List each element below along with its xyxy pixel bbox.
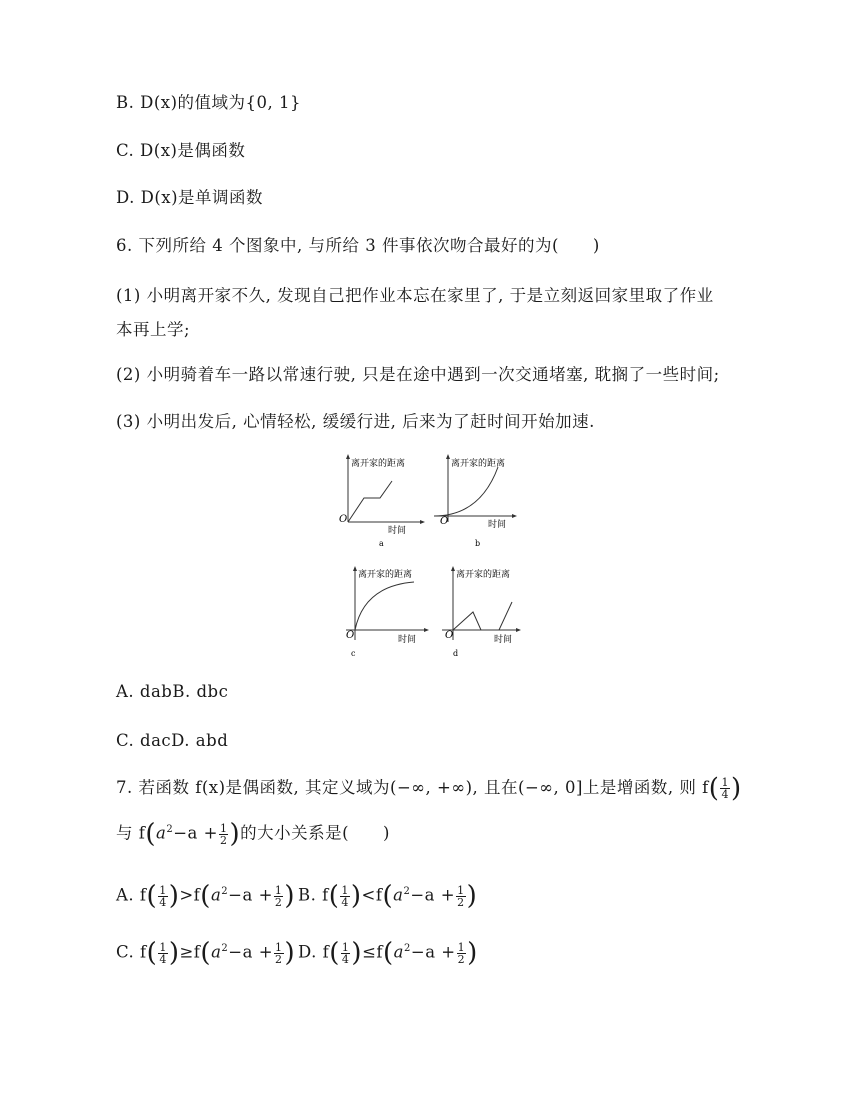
question-7-option-a: A. f( $\frac{1}{4}$ )$>f(a^2-a$ + $\frac{1}{2}$ ) — [116, 881, 296, 911]
graph-a-xlabel: 时间 — [388, 526, 407, 536]
graph-c-ylabel: 离开家的距离 — [358, 570, 413, 580]
paren-open: ( — [708, 773, 720, 804]
graph-c-xlabel: 时间 — [398, 635, 417, 645]
graph-a-origin: O — [339, 514, 348, 525]
question-7-text: 7. 若函数 f(x)是偶函数, 其定义域为(−∞, +∞), 且在(−∞, 0]上是增函数, 则 f — [116, 778, 709, 797]
fraction-half: $\frac{1}{2}$ — [219, 821, 228, 847]
question-7-option-b: B. f( $\frac{1}{4}$ )$<f(a^2-a$ + $\frac{1}{2}$ ) — [298, 881, 478, 911]
option-b-line: B. D(x)的值域为{0, 1} — [116, 93, 302, 112]
question-7-stem-line1 — [116, 773, 742, 804]
question-6-item-1b: 本再上学; — [116, 320, 191, 339]
graph-b — [430, 452, 520, 548]
question-6-options-ab: A. dabB. dbc — [116, 682, 229, 701]
question-7-option-c: C. f( $\frac{1}{4}$ )$\ge f(a^2-a$ + $\frac{1}{2}$ ) — [116, 938, 296, 968]
paren-close: ) — [730, 773, 742, 804]
question-7-option-d: D. f( $\frac{1}{4}$ )$\le f(a^2-a$ + $\frac{1}{2}$ ) — [298, 938, 478, 968]
graph-a-ylabel: 离开家的距离 — [351, 459, 406, 469]
question-6-item-3: (3) 小明出发后, 心情轻松, 缓缓行进, 后来为了赶时间开始加速. — [116, 412, 595, 431]
question-6-stem: 6. 下列所给 4 个图象中, 与所给 3 件事依次吻合最好的为( ) — [116, 236, 600, 255]
graph-d-xlabel: 时间 — [494, 635, 513, 645]
graph-b-ylabel: 离开家的距离 — [451, 459, 506, 469]
graph-c — [342, 564, 432, 660]
graph-d-caption: d — [453, 649, 459, 658]
graph-a-caption: a — [379, 539, 384, 548]
graph-b-xlabel: 时间 — [488, 520, 507, 530]
graph-d-origin: O — [445, 630, 454, 641]
graph-c-origin: O — [346, 630, 355, 641]
option-c-line: C. D(x)是偶函数 — [116, 141, 246, 160]
graph-d — [434, 564, 524, 660]
graph-b-origin: O — [440, 516, 449, 527]
question-6-item-2: (2) 小明骑着车一路以常速行驶, 只是在途中遇到一次交通堵塞, 耽搁了一些时间; — [116, 365, 720, 384]
option-d-line: D. D(x)是单调函数 — [116, 188, 264, 207]
graph-b-caption: b — [475, 539, 481, 548]
graph-d-ylabel: 离开家的距离 — [456, 570, 511, 580]
graph-c-caption: c — [351, 649, 356, 658]
question-6-options-cd: C. dacD. abd — [116, 731, 229, 750]
question-6-item-1a: (1) 小明离开家不久, 发现自己把作业本忘在家里了, 于是立刻返回家里取了作业 — [116, 286, 714, 305]
graph-a — [338, 452, 428, 548]
fraction-quarter: $\frac{1}{4}$ — [721, 776, 729, 801]
question-7-stem-line2: 与 $f(a^2-a$ + $\frac{1}{2}$ )的大小关系是( ) — [116, 819, 390, 849]
